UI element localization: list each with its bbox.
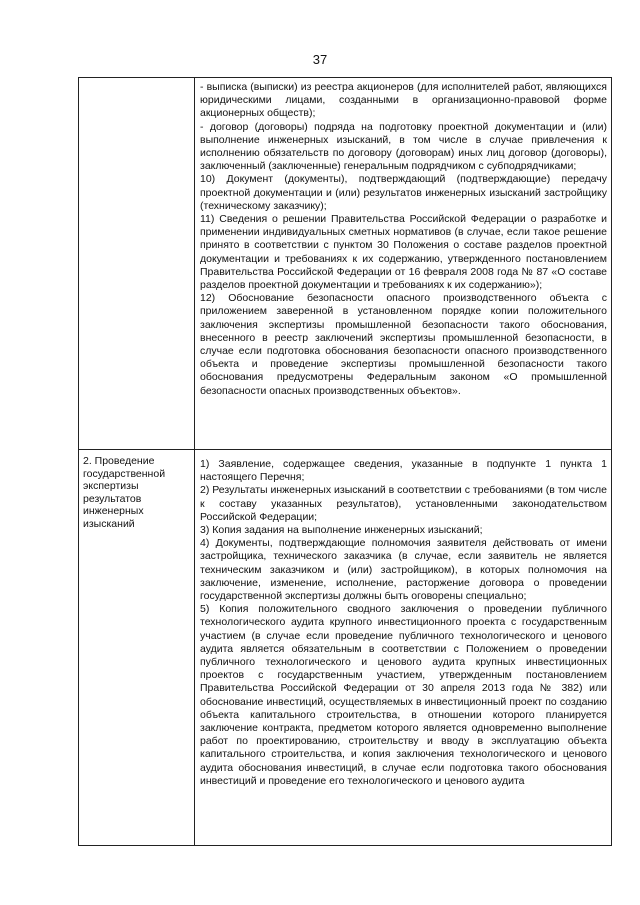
list-item: 3) Копия задания на выполнение инженерных изысканий; xyxy=(200,524,483,537)
document-table xyxy=(78,77,612,846)
section-label-cell xyxy=(79,78,195,449)
list-item: - договор (договоры) подряда на подготовку проектной документации и (или) выполнение инженерных изысканий, в том числе в случае привлечения к исполнению обязательств по договору (договорам) иных лиц договор (договоры), заключенный (заключенные) генеральным подрядчиком с субподрядчиками; xyxy=(200,120,607,173)
list-item: - выписка (выписки) из реестра акционеров (для исполнителей работ, являющихся юридическими лицами, созданными в организационно-правовой форме акционерных обществ); xyxy=(200,81,607,120)
documents-cell xyxy=(195,78,611,398)
documents-cell xyxy=(195,450,611,788)
list-item: 10) Документ (документы), подтверждающий (подтверждающие) передачу проектной документации и (или) результатов инженерных изысканий застройщику (техническому заказчику); xyxy=(200,173,607,212)
list-item: 4) Документы, подтверждающие полномочия заявителя действовать от имени застройщика, технического заказчика (в случае, если заявитель не является техническим заказчиком и (или) застройщиком), в которых полномочия на заключение, изменение, исполнение, расторжение договора о проведении государственной экспертизы должны быть оговорены специально; xyxy=(200,537,607,603)
section-label-cell: 2. Проведение государственной экспертизы результатов инженерных изысканий xyxy=(79,450,195,846)
list-item: 11) Сведения о решении Правительства Российской Федерации о разработке и применении индивидуальных сметных нормативов (в случае, если такое решение принято в соответствии с пунктом 30 Положения о составе разделов проектной документации и требованиях к их содержанию, утвержденного постановлением Правительства Российской Федерации от 16 февраля 2008 года № 87 «О составе разделов проектной документации и требованиях к их содержанию»); xyxy=(200,213,607,292)
list-item: 12) Обоснование безопасности опасного производственного объекта с приложением заверенной в установленном порядке копии положительного заключения экспертизы промышленной безопасности такого обоснования, внесенного в реестр заключений экспертизы промышленной безопасности, в случае если подготовка обоснования безопасности опасного производственного объекта и проведение экспертизы промышленной безопасности такого обоснования предусмотрены Федеральным законом «О промышленной безопасности опасных производственных объектов». xyxy=(200,292,607,397)
list-item: 2) Результаты инженерных изысканий в соответствии с требованиями (в том числе к составу указанных результатов), установленными законодательством Российской Федерации; xyxy=(200,484,607,523)
list-item: 1) Заявление, содержащее сведения, указанные в подпункте 1 пункта 1 настоящего Перечня; xyxy=(200,458,607,484)
table-row xyxy=(79,450,611,846)
list-item: 5) Копия положительного сводного заключения о проведении публичного технологического аудита крупного инвестиционного проекта с государственным участием (в случае если проведение публичного технологического и ценового аудита является обязательным в соответствии с Положением о проведении публичного технологического и ценового аудита крупных инвестиционных проектов с государственным участием, утвержденным постановлением Правительства Российской Федерации от 30 апреля 2013 года № 382) или обоснование инвестиций, осуществляемых в инвестиционный проект по созданию объекта капитального строительства, в отношении которого планируется заключение контракта, предметом которого является одновременно выполнение работ по проектированию, строительству и вводу в эксплуатацию объекта капитального строительства, и копия заключения технологического и ценового аудита обоснования инвестиций, в случае если подготовка такого обоснования инвестиций и проведение его технологического и ценового аудита xyxy=(200,603,607,787)
table-row xyxy=(79,78,611,450)
page-number: 37 xyxy=(312,52,328,67)
